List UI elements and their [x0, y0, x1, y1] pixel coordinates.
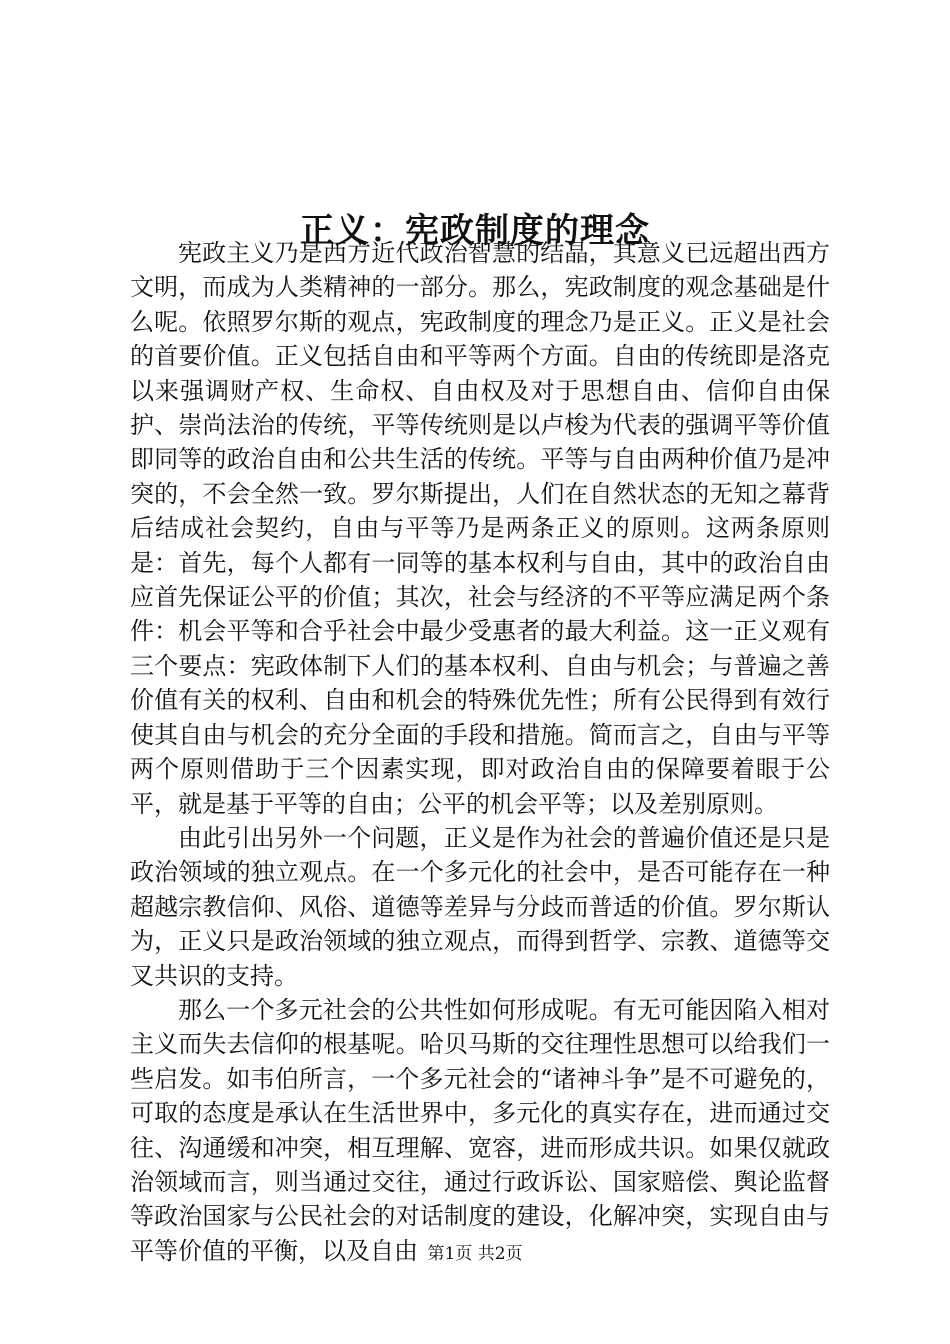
page-title: 正义：宪政制度的理念 [300, 210, 650, 251]
paragraph-3: 那么一个多元社会的公共性如何形成呢。有无可能因陷入相对主义而失去信仰的根基呢。哈贝马斯的交往理性思想可以给我们一些启发。如韦伯所言，一个多元社会的“诸神斗争”是不可避免的，可取的态度是承认在生活世界中，多元化的真实存在，进而通过交往、沟通缓和冲突，相互理解、宽容，进而形成共识。如果仅就政治领域而言，则当通过交往，通过行政诉讼、国家赔偿、舆论监督等政治国家与公民社会的对话制度的建设，化解冲突，实现自由与平等价值的平衡，以及自由 [130, 995, 830, 1265]
paragraph-1: 宪政主义乃是西方近代政治智慧的结晶，其意义已远超出西方文明，而成为人类精神的一部分。那么，宪政制度的观念基础是什么呢。依照罗尔斯的观点，宪政制度的理念乃是正义。正义是社会的首要价值。正义包括自由和平等两个方面。自由的传统即是洛克以来强调财产权、生命权、自由权及对于思想自由、信仰自由保护、崇尚法治的传统，平等传统则是以卢梭为代表的强调平等价值即同等的政治自由和公共生活的传统。平等与自由两种价值乃是冲突的，不会全然一致。罗尔斯提出，人们在自然状态的无知之幕背后结成社会契约，自由与平等乃是两条正义的原则。这两条原则是：首先，每个人都有一同等的基本权利与自由，其中的政治自由应首先保证公平的价值；其次，社会与经济的不平等应满足两个条件：机会平等和合乎社会中最少受惠者的最大利益。这一正义观有三个要点：宪政体制下人们的基本权利、自由与机会；与普遍之善价值有关的权利、自由和机会的特殊优先性；所有公民得到有效行使其自由与机会的充分全面的手段和措施。简而言之，自由与平等两个原则借助于三个因素实现，即对政治自由的保障要着眼于公平，就是基于平等的自由；公平的机会平等；以及差别原则。 [130, 239, 830, 818]
document-body [130, 236, 830, 1268]
paragraph-2: 由此引出另外一个问题，正义是作为社会的普遍价值还是只是政治领域的独立观点。在一个多元化的社会中，是否可能存在一种超越宗教信仰、风俗、道德等差异与分歧而普适的价值。罗尔斯认为，正义只是政治领域的独立观点，而得到哲学、宗教、道德等交叉共识的支持。 [130, 823, 830, 990]
page-footer: 第1页 共2页 [427, 1244, 523, 1264]
